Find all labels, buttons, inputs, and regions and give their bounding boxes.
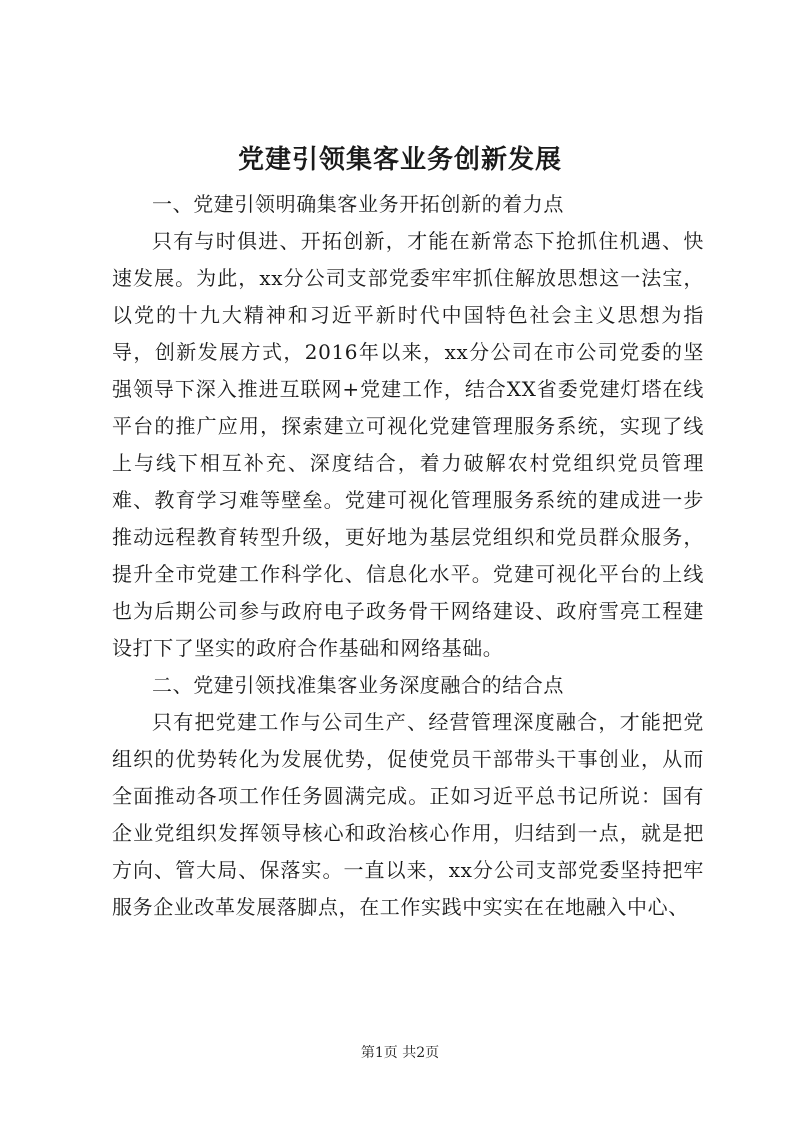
section-heading-2: 二、党建引领找准集客业务深度融合的结合点 [152, 673, 564, 697]
document-title: 党建引领集客业务创新发展 [237, 145, 562, 175]
paragraph-1: 只有与时俱进、开拓创新，才能在新常态下抢抓住机遇、快速发展。为此，xx分公司支部党委牢牢抓住解放思想这一法宝，以党的十九大精神和习近平新时代中国特色社会主义思想为指导，创新发展方式，2016年以来，xx分公司在市公司党委的坚强领导下深入推进互联网+党建工作，结合XX省委党建灯塔在线平台的推广应用，探索建立可视化党建管理服务系统，实现了线上与线下相互补充、深度结合，着力破解农村党组织党员管理难、教育学习难等壁垒。党建可视化管理服务系统的建成进一步推动远程教育转型升级，更好地为基层党组织和党员群众服务，提升全市党建工作科学化、信息化水平。党建可视化平台的上线也为后期公司参与政府电子政务骨干网络建设、政府雪亮工程建设打下了坚实的政府合作基础和网络基础。 [112, 229, 704, 660]
section-heading-1: 一、党建引领明确集客业务开拓创新的着力点 [152, 192, 564, 216]
paragraph-2: 只有把党建工作与公司生产、经营管理深度融合，才能把党组织的优势转化为发展优势，促使党员干部带头干事创业，从而全面推动各项工作任务圆满完成。正如习近平总书记所说：国有企业党组织发挥领导核心和政治核心作用，归结到一点，就是把方向、管大局、保落实。一直以来，xx分公司支部党委坚持把牢服务企业改革发展落脚点，在工作实践中实实在在地融入中心、 [112, 710, 704, 919]
page-footer: 第1页 共2页 [360, 1045, 440, 1061]
document-body [112, 186, 704, 926]
